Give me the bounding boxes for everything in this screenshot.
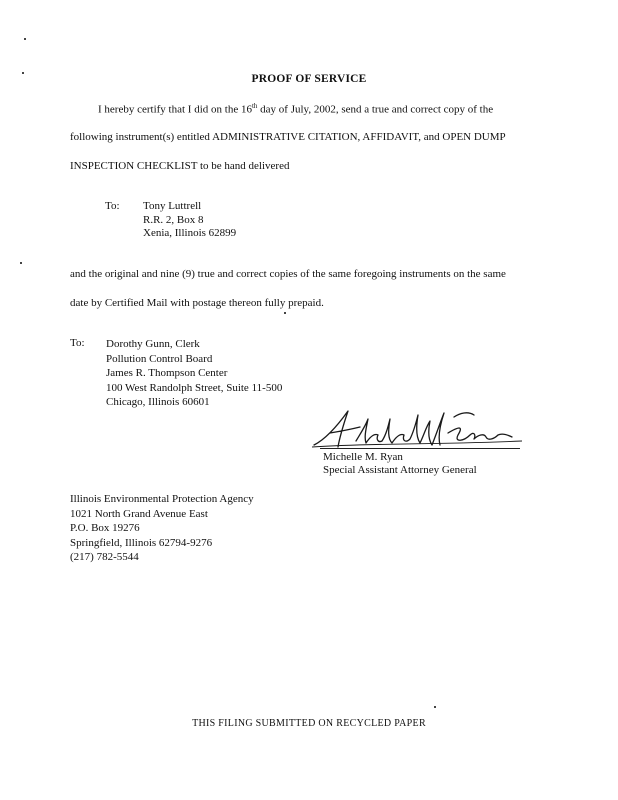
- recipient-name: Tony Luttrell: [143, 200, 202, 212]
- clerk-street: 100 West Randolph Street, Suite 11-500: [106, 381, 283, 394]
- scan-speck: [24, 38, 26, 40]
- agency-name: Illinois Environmental Protection Agency: [70, 493, 254, 505]
- recipient-street: R.R. 2, Box 8: [143, 213, 204, 226]
- agency-address: [70, 492, 254, 565]
- copies-paragraph-line-1: and the original and nine (9) true and correct copies of the same foregoing instruments on the same: [70, 268, 506, 280]
- agency-phone: (217) 782-5544: [70, 551, 139, 563]
- agency-street: 1021 North Grand Avenue East: [70, 507, 208, 520]
- agency-city: Springfield, Illinois 62794-9276: [70, 536, 213, 549]
- signer-block: [323, 451, 477, 477]
- certification-line-1-start: I hereby certify that I did on the 16: [98, 103, 252, 116]
- scan-speck: [434, 706, 436, 708]
- recycled-paper-footer: THIS FILING SUBMITTED ON RECYCLED PAPER: [192, 718, 426, 729]
- scan-speck: [20, 262, 22, 264]
- certification-line-1: [98, 102, 493, 116]
- clerk-address: [106, 337, 282, 410]
- signature-line: [320, 448, 520, 449]
- copies-paragraph-line-2: date by Certified Mail with postage thereon fully prepaid.: [70, 297, 324, 309]
- scan-speck: [22, 72, 24, 74]
- certification-line-2: following instrument(s) entitled ADMINISTRATIVE CITATION, AFFIDAVIT, and OPEN DUMP: [70, 131, 506, 143]
- scan-speck: [284, 312, 286, 314]
- certification-line-3: INSPECTION CHECKLIST to be hand delivered: [70, 160, 290, 172]
- clerk-name: Dorothy Gunn, Clerk: [106, 338, 200, 350]
- clerk-building: James R. Thompson Center: [106, 367, 228, 379]
- recipient-to-label: To:: [105, 200, 120, 212]
- recipient-city: Xenia, Illinois 62899: [143, 227, 237, 239]
- handwritten-signature: [308, 405, 528, 453]
- clerk-city: Chicago, Illinois 60601: [106, 396, 210, 408]
- signer-name: Michelle M. Ryan: [323, 451, 403, 463]
- agency-po-box: P.O. Box 19276: [70, 522, 140, 534]
- recipient-address: [143, 200, 236, 241]
- certification-line-1-end: day of July, 2002, send a true and correct copy of the: [257, 103, 494, 116]
- page-title: PROOF OF SERVICE: [251, 73, 367, 85]
- signer-title: Special Assistant Attorney General: [323, 464, 477, 476]
- clerk-to-label: To:: [70, 337, 85, 349]
- day-ordinal-suffix: th: [251, 102, 258, 110]
- clerk-board: Pollution Control Board: [106, 352, 213, 365]
